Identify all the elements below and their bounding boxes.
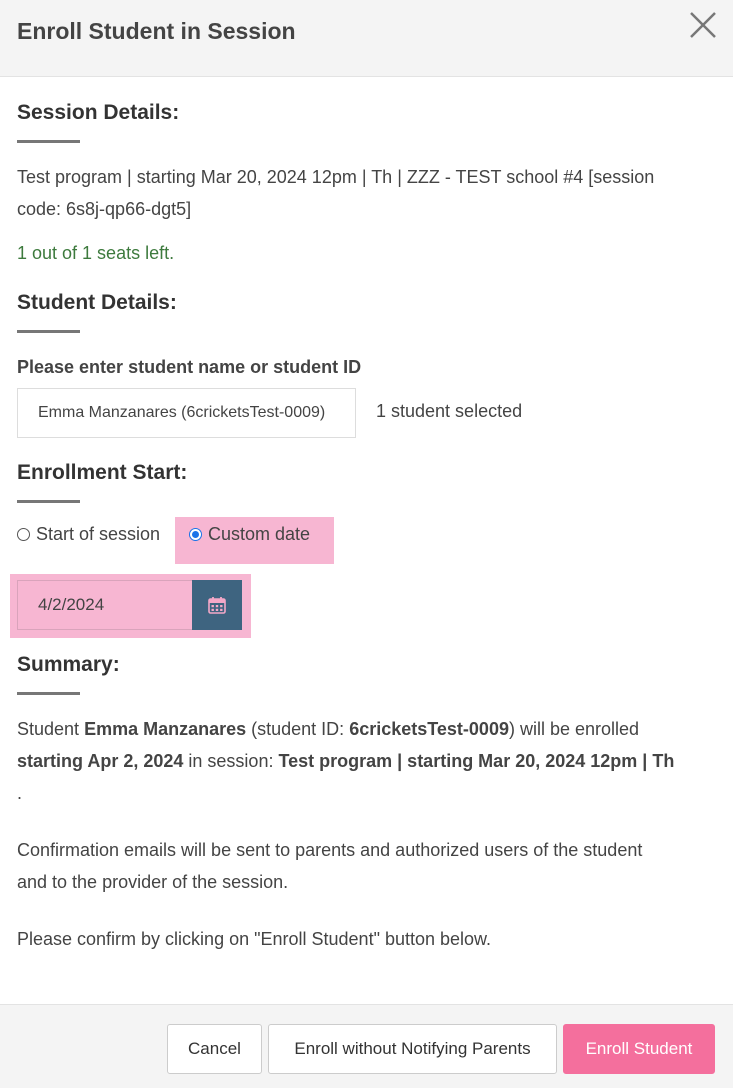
summary-text: (student ID: [246, 719, 350, 739]
calendar-icon [208, 596, 226, 614]
summary-start-date: starting Apr 2, 2024 [17, 751, 184, 771]
radio-start-of-session-label: Start of session [36, 524, 161, 544]
radio-start-of-session[interactable] [17, 524, 160, 545]
section-divider [17, 330, 80, 333]
session-details-heading: Session Details: [17, 101, 180, 124]
cancel-button[interactable]: Cancel [167, 1024, 262, 1074]
summary-heading: Summary: [17, 653, 120, 676]
radio-unchecked-icon[interactable] [17, 528, 30, 541]
summary-student-id: 6cricketsTest-0009 [349, 719, 509, 739]
seats-left: 1 out of 1 seats left. [17, 243, 175, 263]
summary-session-name: Test program | starting Mar 20, 2024 12pm | Th [278, 751, 675, 771]
radio-custom-date[interactable] [189, 524, 310, 545]
student-search-label: Please enter student name or student ID [17, 357, 362, 377]
summary-period: . [17, 783, 23, 803]
summary-text: in session: [183, 751, 279, 771]
section-divider [17, 692, 80, 695]
close-icon [686, 8, 720, 42]
section-divider [17, 140, 80, 143]
summary-text: Student [17, 719, 85, 739]
student-details-heading: Student Details: [17, 291, 177, 314]
student-search-input[interactable] [17, 388, 356, 438]
start-date-input[interactable] [17, 580, 193, 630]
section-divider [17, 500, 80, 503]
calendar-button[interactable] [192, 580, 242, 630]
close-button[interactable] [686, 8, 720, 42]
summary-text-line-2 [17, 745, 722, 777]
enroll-student-button[interactable]: Enroll Student [563, 1024, 715, 1074]
session-info-line-1: Test program | starting Mar 20, 2024 12pm | Th | ZZZ - TEST school #4 [session [17, 167, 655, 187]
confirmation-email-line-2: and to the provider of the session. [17, 872, 289, 892]
enroll-without-notify-button[interactable]: Enroll without Notifying Parents [268, 1024, 557, 1074]
modal-header [0, 0, 733, 77]
summary-text-line-1 [17, 713, 717, 745]
modal-title: Enroll Student in Session [17, 18, 296, 44]
confirm-instruction: Please confirm by clicking on "Enroll Student" button below. [17, 929, 492, 949]
enrollment-start-heading: Enrollment Start: [17, 461, 188, 484]
summary-text: ) will be enrolled [508, 719, 640, 739]
student-selected-count: 1 student selected [376, 401, 523, 421]
session-info-line-2: code: 6s8j-qp66-dgt5] [17, 199, 192, 219]
radio-checked-icon[interactable] [189, 528, 202, 541]
summary-student-name: Emma Manzanares [84, 719, 247, 739]
radio-custom-date-label: Custom date [208, 524, 311, 544]
confirmation-email-line-1: Confirmation emails will be sent to parents and authorized users of the student [17, 840, 643, 860]
